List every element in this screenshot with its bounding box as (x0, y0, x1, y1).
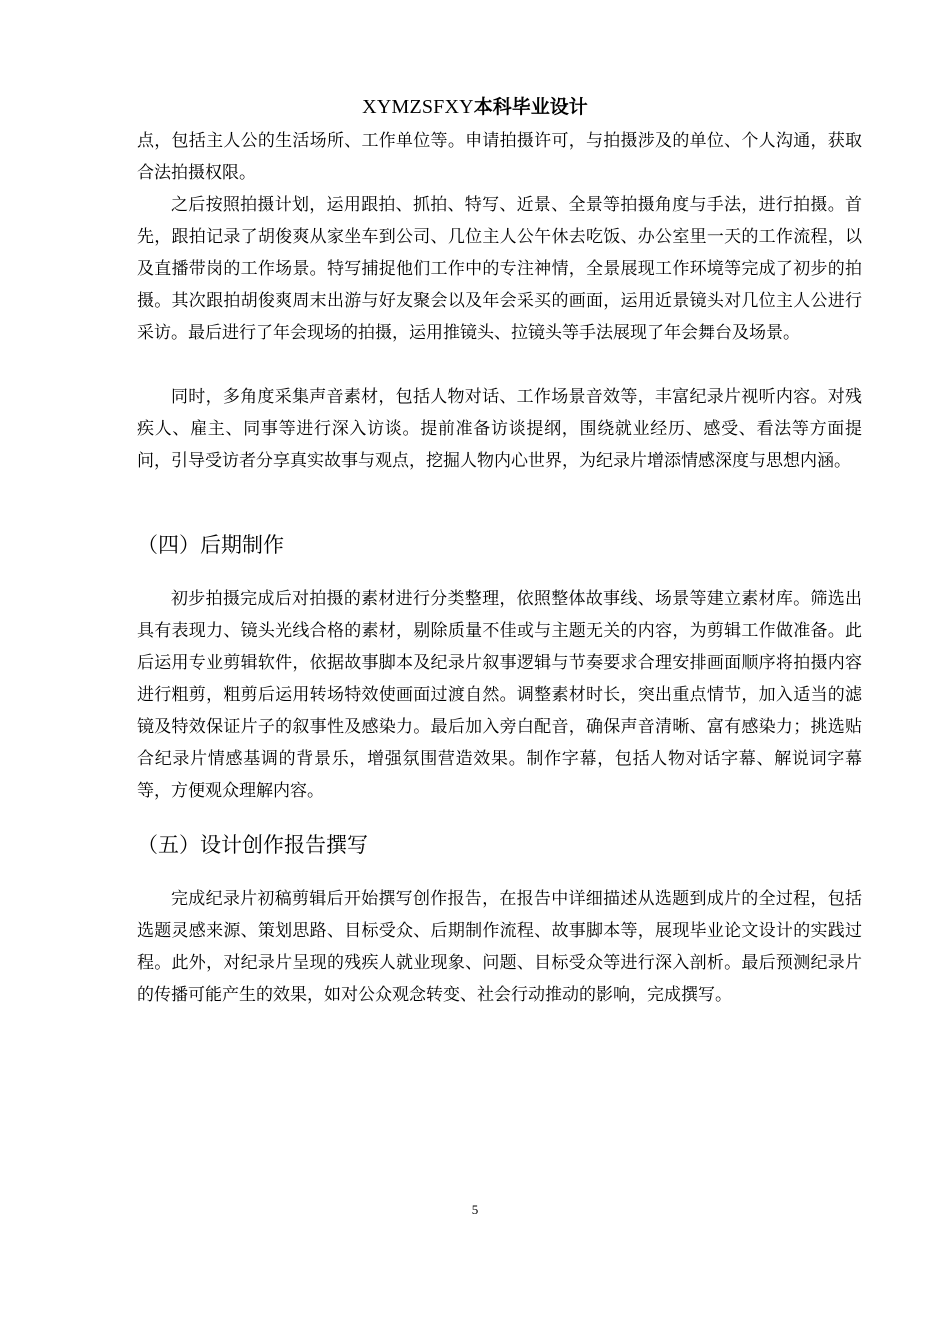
page-number: 5 (471, 1202, 479, 1217)
header-code: XYMZSFXY (362, 96, 474, 118)
paragraph-post-production: 初步拍摄完成后对拍摄的素材进行分类整理，依照整体故事线、场景等建立素材库。筛选出具有表现力、镜头光线合格的素材，剔除质量不佳或与主题无关的内容，为剪辑工作做准备。此后运用专业剪辑软件，依据故事脚本及纪录片叙事逻辑与节奏要求合理安排画面顺序将拍摄内容进行粗剪，粗剪后运用转场特效使画面过渡自然。调整素材时长，突出重点情节，加入适当的滤镜及特效保证片子的叙事性及感染力。最后加入旁白配音，确保声音清晰、富有感染力；挑选贴合纪录片情感基调的背景乐，增强氛围营造效果。制作字幕，包括人物对话字幕、解说词字幕等，方便观众理解内容。 (137, 589, 862, 801)
paragraph-continuation: 点，包括主人公的生活场所、工作单位等。申请拍摄许可，与拍摄涉及的单位、个人沟通，获取合法拍摄权限。 (137, 131, 862, 183)
page-header (0, 92, 950, 121)
header-title: 本科毕业设计 (473, 96, 588, 118)
paragraph-sound-interviews: 同时，多角度采集声音素材，包括人物对话、工作场景音效等，丰富纪录片视听内容。对残疾人、雇主、同事等进行深入访谈。提前准备访谈提纲，围绕就业经历、感受、看法等方面提问，引导受访者分享真实故事与观点，挖掘人物内心世界，为纪录片增添情感深度与思想内涵。 (137, 387, 862, 471)
paragraph-report-writing: 完成纪录片初稿剪辑后开始撰写创作报告，在报告中详细描述从选题到成片的全过程，包括选题灵感来源、策划思路、目标受众、后期制作流程、故事脚本等，展现毕业论文设计的实践过程。此外，对纪录片呈现的残疾人就业现象、问题、目标受众等进行深入剖析。最后预测纪录片的传播可能产生的效果，如对公众观念转变、社会行动推动的影响，完成撰写。 (137, 889, 862, 1005)
section-heading-post-production: （四）后期制作 (137, 533, 284, 557)
section-heading-report-writing: （五）设计创作报告撰写 (137, 833, 368, 857)
paragraph-shooting-process: 之后按照拍摄计划，运用跟拍、抓拍、特写、近景、全景等拍摄角度与手法，进行拍摄。首先，跟拍记录了胡俊爽从家坐车到公司、几位主人公午休去吃饭、办公室里一天的工作流程，以及直播带岗的工作场景。特写捕捉他们工作中的专注神情，全景展现工作环境等完成了初步的拍摄。其次跟拍胡俊爽周末出游与好友聚会以及年会采买的画面，运用近景镜头对几位主人公进行采访。最后进行了年会现场的拍摄，运用推镜头、拉镜头等手法展现了年会舞台及场景。 (137, 195, 862, 343)
